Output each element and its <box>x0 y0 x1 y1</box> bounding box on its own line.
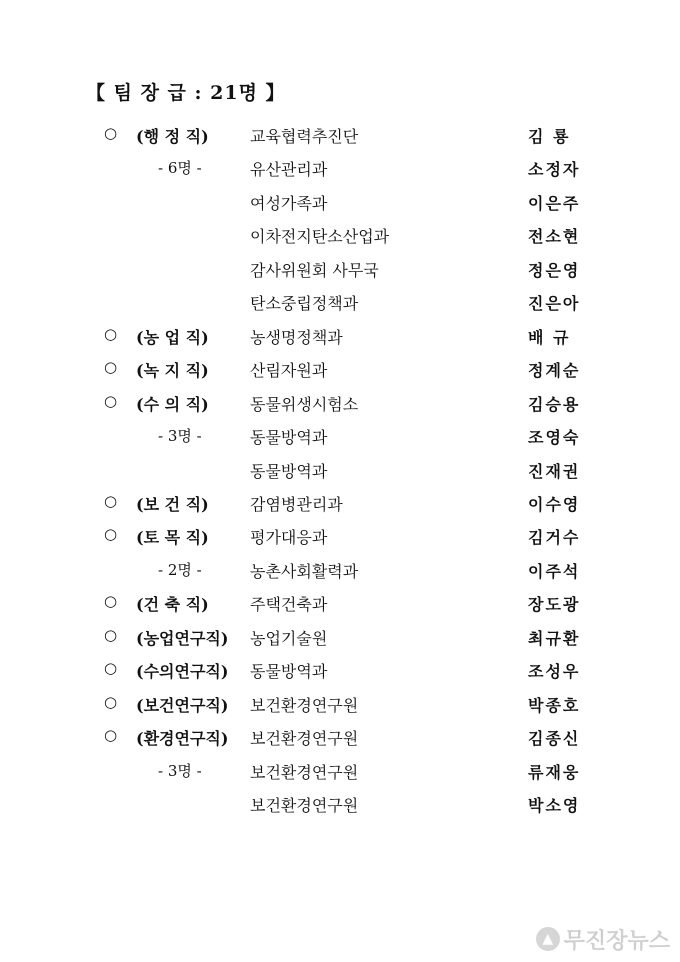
job-category: (농업연구직) <box>136 628 229 648</box>
list-item <box>0 693 680 717</box>
watermark <box>536 922 670 956</box>
bullet-icon: ○ <box>104 625 118 644</box>
list-item <box>0 592 680 616</box>
department: 산림자원과 <box>250 361 328 381</box>
job-category: (수 의 직) <box>136 394 209 414</box>
bullet-icon: ○ <box>104 358 118 377</box>
department: 동물방역과 <box>250 461 328 481</box>
bullet-icon: ○ <box>104 391 118 410</box>
watermark-text: 무진장뉴스 <box>563 928 670 954</box>
department: 이차전지탄소산업과 <box>250 227 390 247</box>
person-name: 장도광 <box>528 595 581 615</box>
department: 농생명정책과 <box>250 327 343 347</box>
job-category: (토 목 직) <box>136 528 209 548</box>
department: 유산관리과 <box>250 160 328 180</box>
person-name: 김종신 <box>528 729 581 749</box>
person-name: 이주석 <box>528 561 581 581</box>
group-count: - 3명 - <box>158 761 202 780</box>
bullet-icon: ○ <box>104 659 118 678</box>
group-count: - 6명 - <box>158 159 202 178</box>
job-category: (환경연구직) <box>136 729 229 749</box>
job-category: (행 정 직) <box>136 127 209 146</box>
bullet-icon: ○ <box>104 726 118 745</box>
list-item <box>0 291 680 315</box>
list-item <box>0 258 680 282</box>
bullet-icon: ○ <box>104 692 118 711</box>
person-name: 소정자 <box>528 160 581 180</box>
department: 동물방역과 <box>250 428 328 448</box>
list-item <box>0 157 680 181</box>
person-name: 조영숙 <box>528 428 581 448</box>
list-item <box>0 492 680 516</box>
job-category: (건 축 직) <box>136 595 209 615</box>
person-name: 배 규 <box>528 327 571 347</box>
department: 감사위원회 사무국 <box>250 260 379 280</box>
department: 감염병관리과 <box>250 494 343 514</box>
job-category: (보건연구직) <box>136 695 229 715</box>
bullet-icon: ○ <box>104 324 118 343</box>
list-item <box>0 358 680 382</box>
person-name: 정계순 <box>528 361 581 381</box>
mountain-logo-icon: ▲ <box>536 927 560 951</box>
department: 보건환경연구원 <box>250 796 359 815</box>
department: 동물위생시험소 <box>250 394 359 414</box>
bullet-icon: ○ <box>104 525 118 544</box>
bullet-icon: ○ <box>104 124 118 142</box>
department: 동물방역과 <box>250 662 328 682</box>
person-name: 김 룡 <box>528 127 571 146</box>
person-name: 이수영 <box>528 494 581 514</box>
person-name: 진은아 <box>528 294 581 314</box>
list-item <box>0 626 680 650</box>
bullet-icon: ○ <box>104 491 118 510</box>
list-item <box>0 392 680 416</box>
person-name: 박소영 <box>528 796 581 815</box>
list-item <box>0 425 680 449</box>
person-name: 박종호 <box>528 695 581 715</box>
department: 탄소중립정책과 <box>250 294 359 314</box>
group-count: - 2명 - <box>158 560 202 579</box>
department: 주택건축과 <box>250 595 328 615</box>
department: 농업기술원 <box>250 628 328 648</box>
list-item <box>0 325 680 349</box>
bullet-icon: ○ <box>104 592 118 611</box>
group-count: - 3명 - <box>158 427 202 446</box>
job-category: (녹 지 직) <box>136 361 209 381</box>
department: 교육협력추진단 <box>250 127 359 146</box>
person-name: 정은영 <box>528 260 581 280</box>
department: 보건환경연구원 <box>250 729 359 749</box>
person-name: 전소현 <box>528 227 581 247</box>
job-category: (수의연구직) <box>136 662 229 682</box>
person-name: 조성우 <box>528 662 581 682</box>
person-name: 최규환 <box>528 628 581 648</box>
job-category: (보 건 직) <box>136 494 209 514</box>
list-item <box>0 559 680 583</box>
list-item <box>0 659 680 683</box>
list-item <box>0 525 680 549</box>
list-item <box>0 760 680 784</box>
department: 여성가족과 <box>250 193 328 213</box>
list-item <box>0 124 680 148</box>
list-item <box>0 793 680 817</box>
list-item <box>0 726 680 750</box>
person-name: 이은주 <box>528 193 581 213</box>
person-name: 김거수 <box>528 528 581 548</box>
list-item <box>0 224 680 248</box>
person-name: 류재웅 <box>528 762 581 782</box>
list-item <box>0 191 680 215</box>
job-category: (농 업 직) <box>136 327 209 347</box>
person-name: 진재권 <box>528 461 581 481</box>
list-item <box>0 459 680 483</box>
department: 보건환경연구원 <box>250 762 359 782</box>
page-title: 【 팀 장 급 : 21명 】 <box>86 82 286 104</box>
department: 보건환경연구원 <box>250 695 359 715</box>
person-name: 김승용 <box>528 394 581 414</box>
department: 평가대응과 <box>250 528 328 548</box>
department: 농촌사회활력과 <box>250 561 359 581</box>
